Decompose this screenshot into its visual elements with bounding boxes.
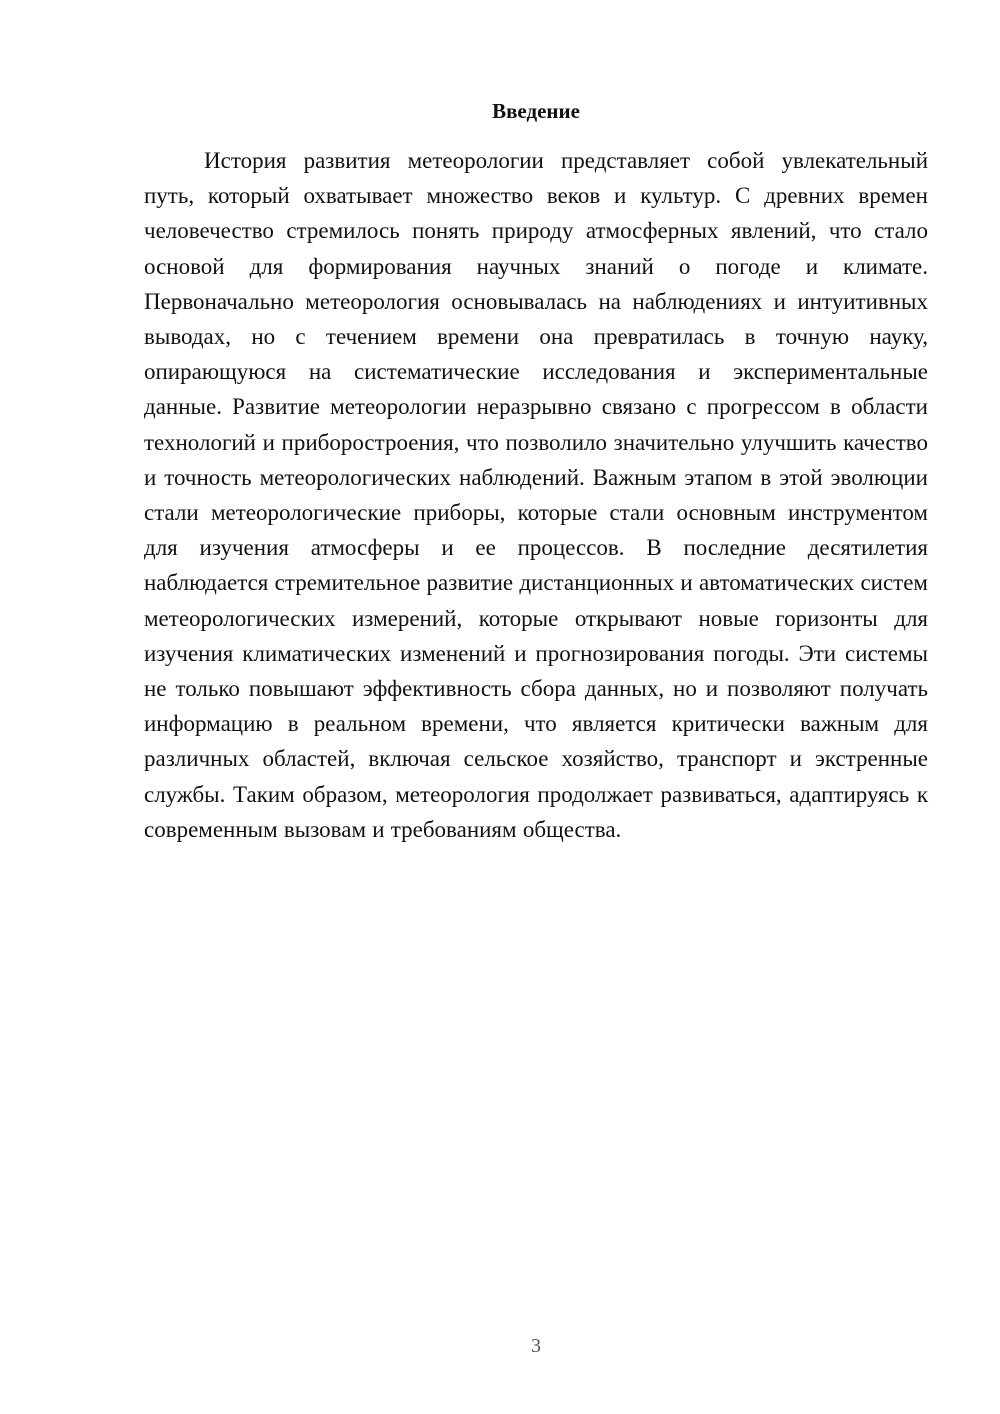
section-heading: Введение	[492, 99, 580, 123]
page-number: 3	[531, 1335, 541, 1357]
introduction-paragraph: История развития метеорологии представляет собой увлекательный путь, который охватывает множество веков и культур. С древних времен человечество стремилось понять природу атмосферных явлений, что стало основой для формирования научных знаний о погоде и климате. Первоначально метеорология основывалась на наблюдениях и интуитивных выводах, но с течением времени она превратилась в точную науку, опирающуюся на систематические исследования и экспериментальные данные. Развитие метеорологии неразрывно связано с прогрессом в области технологий и приборостроения, что позволило значительно улучшить качество и точность метеорологических наблюдений. Важным этапом в этой эволюции стали метеорологические приборы, которые стали основным инструментом для изучения атмосферы и ее процессов. В последние десятилетия наблюдается стремительное развитие дистанционных и автоматических систем метеорологических измерений, которые открывают новые горизонты для изучения климатических изменений и прогнозирования погоды. Эти системы не только повышают эффективность сбора данных, но и позволяют получать информацию в реальном времени, что является критически важным для различных областей, включая сельское хозяйство, транспорт и экстренные службы. Таким образом, метеорология продолжает развиваться, адаптируясь к современным вызовам и требованиям общества.	[144, 148, 928, 842]
